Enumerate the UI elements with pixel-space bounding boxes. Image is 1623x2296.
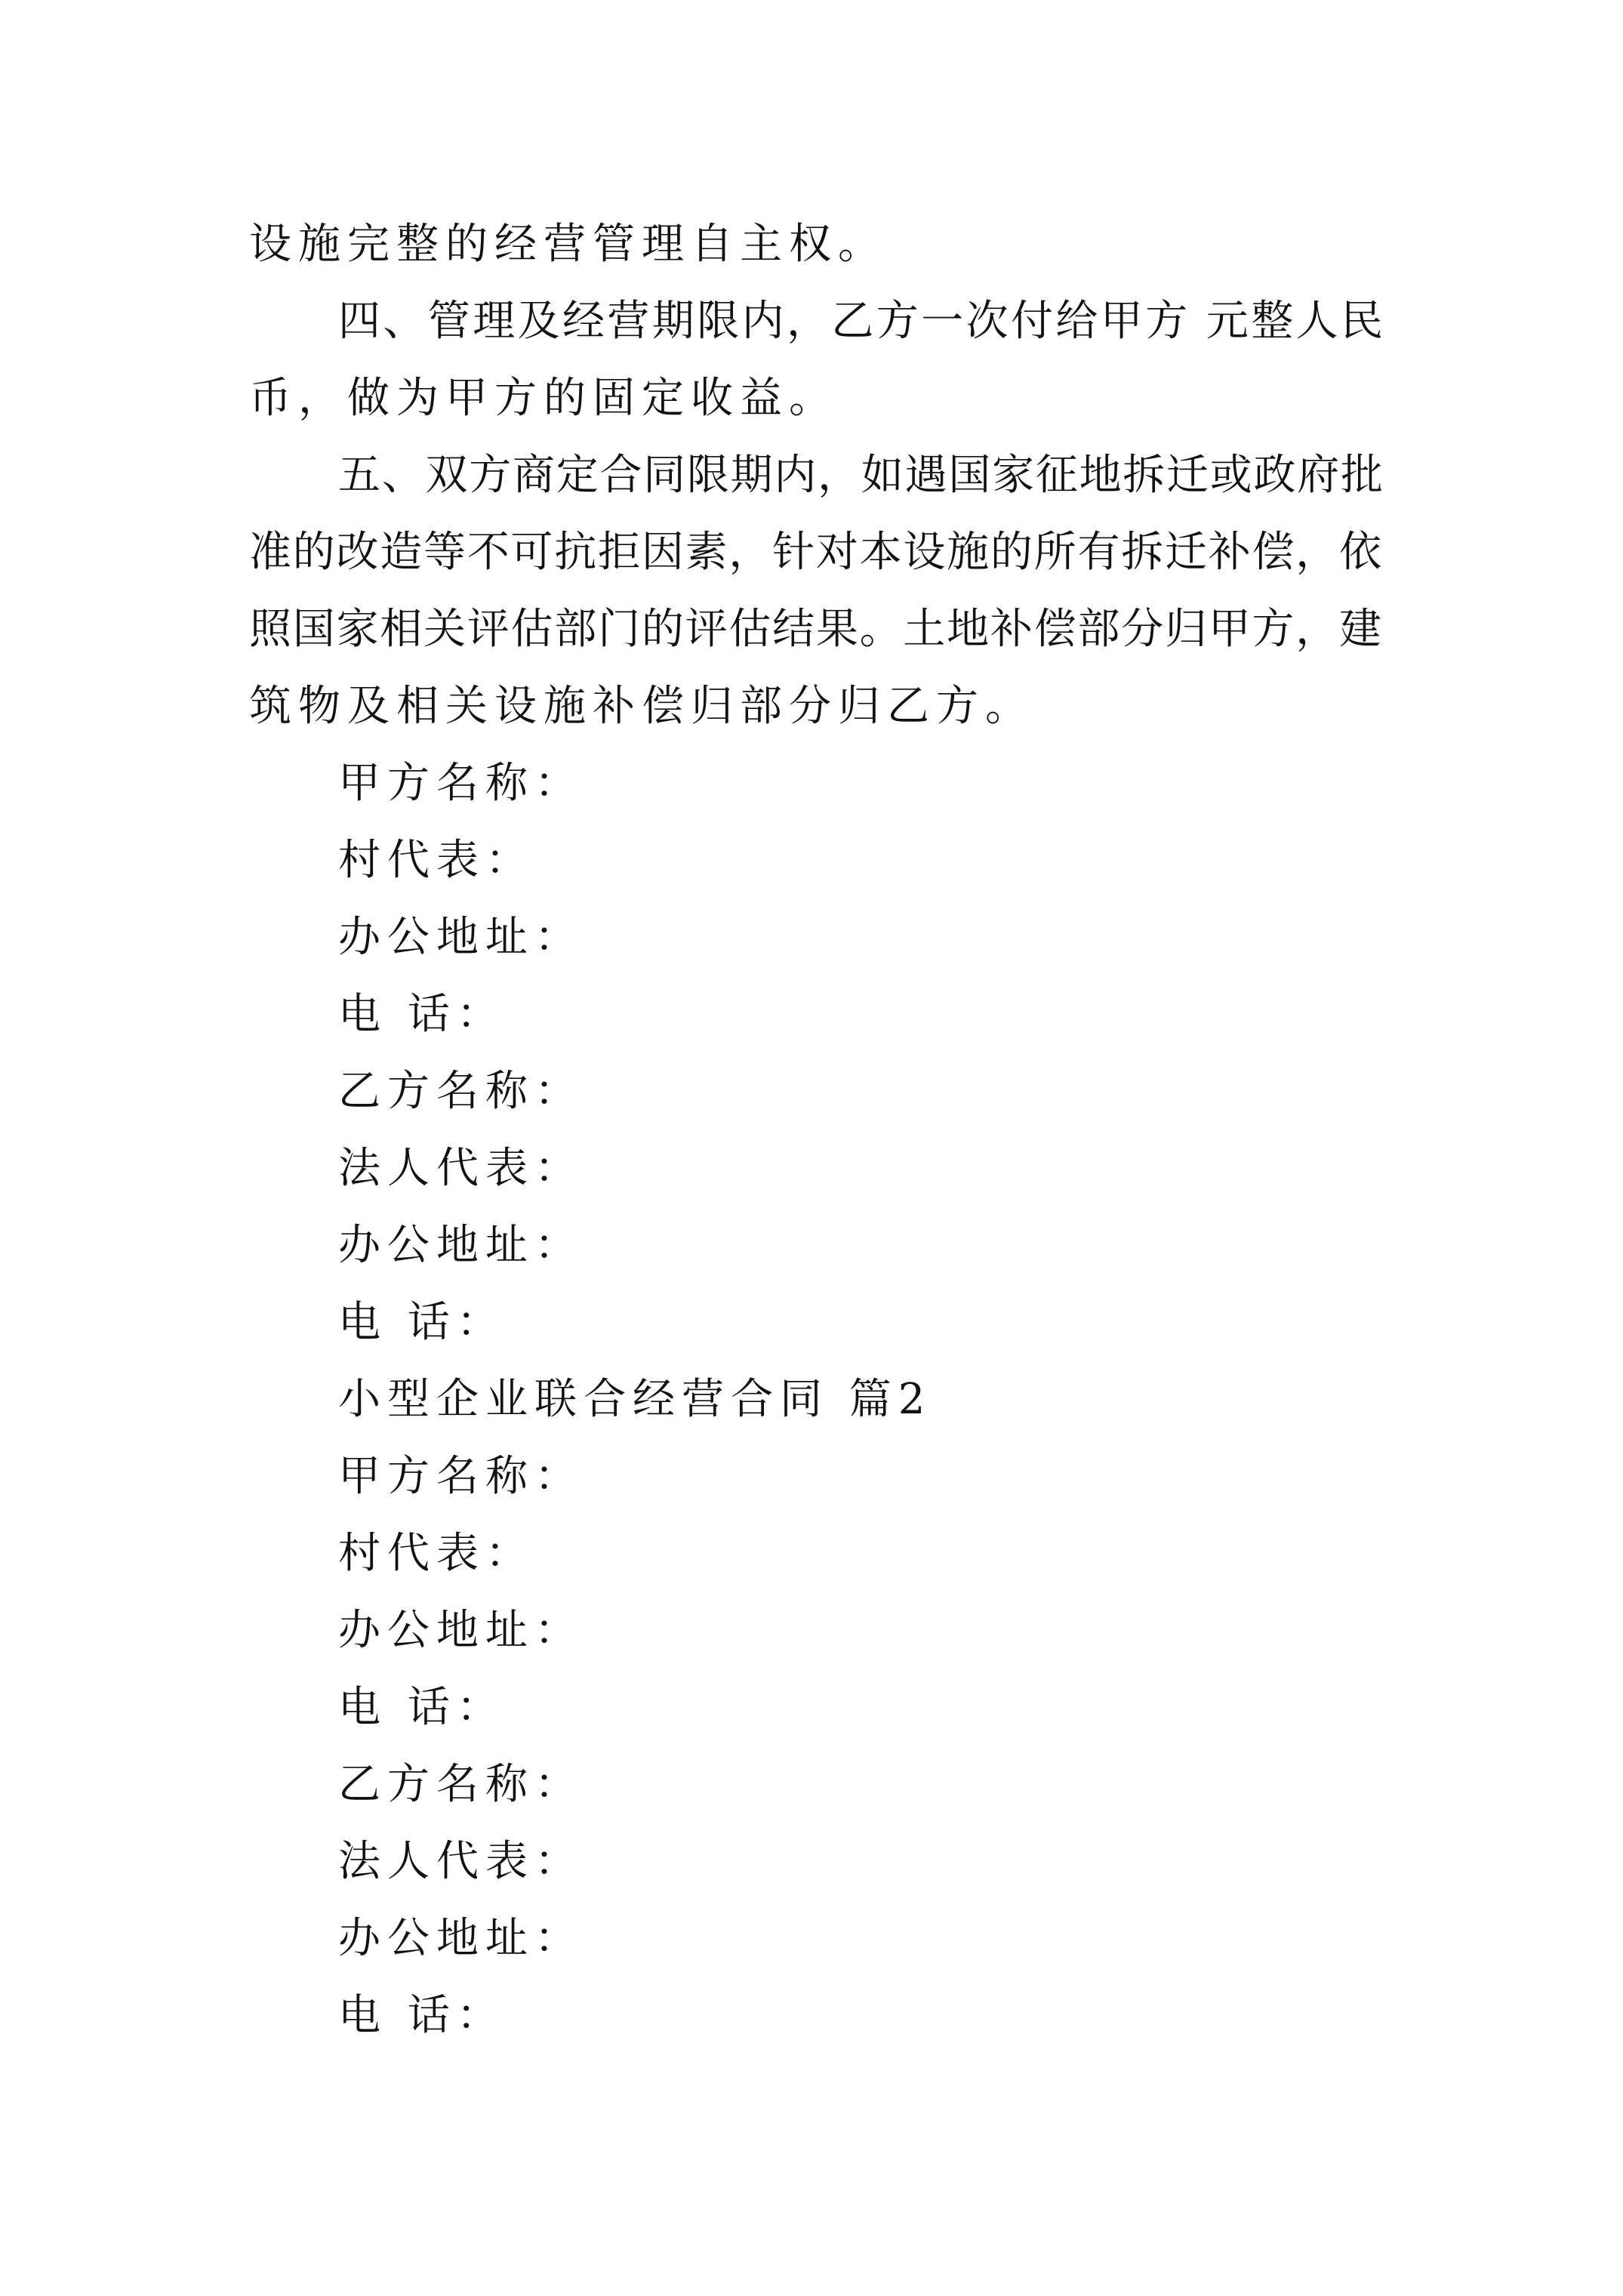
paragraph-line: 设施完整的经营管理自主权。 — [249, 220, 887, 269]
paragraph-line: 五、双方商定合同限期内，如遇国家征地拆迁或政府批 — [338, 451, 1383, 500]
paragraph-line: 准的改造等不可抗拒因素，针对本设施的所有拆迁补偿，依 — [249, 528, 1381, 577]
village-representative-label: 村代表： — [338, 1529, 534, 1578]
paragraph-line: 币，做为甲方的固定收益。 — [249, 374, 838, 423]
party-a-name-label: 甲方名称： — [338, 1452, 584, 1501]
party-a-name-label: 甲方名称： — [338, 759, 584, 808]
party-b-name-label: 乙方名称： — [338, 1760, 584, 1809]
office-address-label: 办公地址： — [338, 1914, 584, 1963]
office-address-label: 办公地址： — [338, 1221, 584, 1270]
paragraph-line: 筑物及相关设施补偿归部分归乙方。 — [249, 682, 1034, 731]
office-address-label: 办公地址： — [338, 913, 584, 962]
phone-label: 电 话： — [338, 1991, 506, 2040]
party-b-name-label: 乙方名称： — [338, 1067, 584, 1116]
phone-label: 电 话： — [338, 990, 506, 1039]
office-address-label: 办公地址： — [338, 1606, 584, 1655]
legal-representative-label: 法人代表： — [338, 1144, 584, 1193]
paragraph-line: 四、管理及经营期限内，乙方一次付给甲方 元整人民 — [338, 297, 1383, 346]
legal-representative-label: 法人代表： — [338, 1837, 584, 1886]
paragraph-line: 照国家相关评估部门的评估结果。土地补偿部分归甲方，建 — [249, 605, 1381, 654]
section-heading: 小型企业联合经营合同 篇2 — [338, 1375, 932, 1424]
phone-label: 电 话： — [338, 1298, 506, 1347]
village-representative-label: 村代表： — [338, 836, 534, 885]
phone-label: 电 话： — [338, 1683, 506, 1732]
